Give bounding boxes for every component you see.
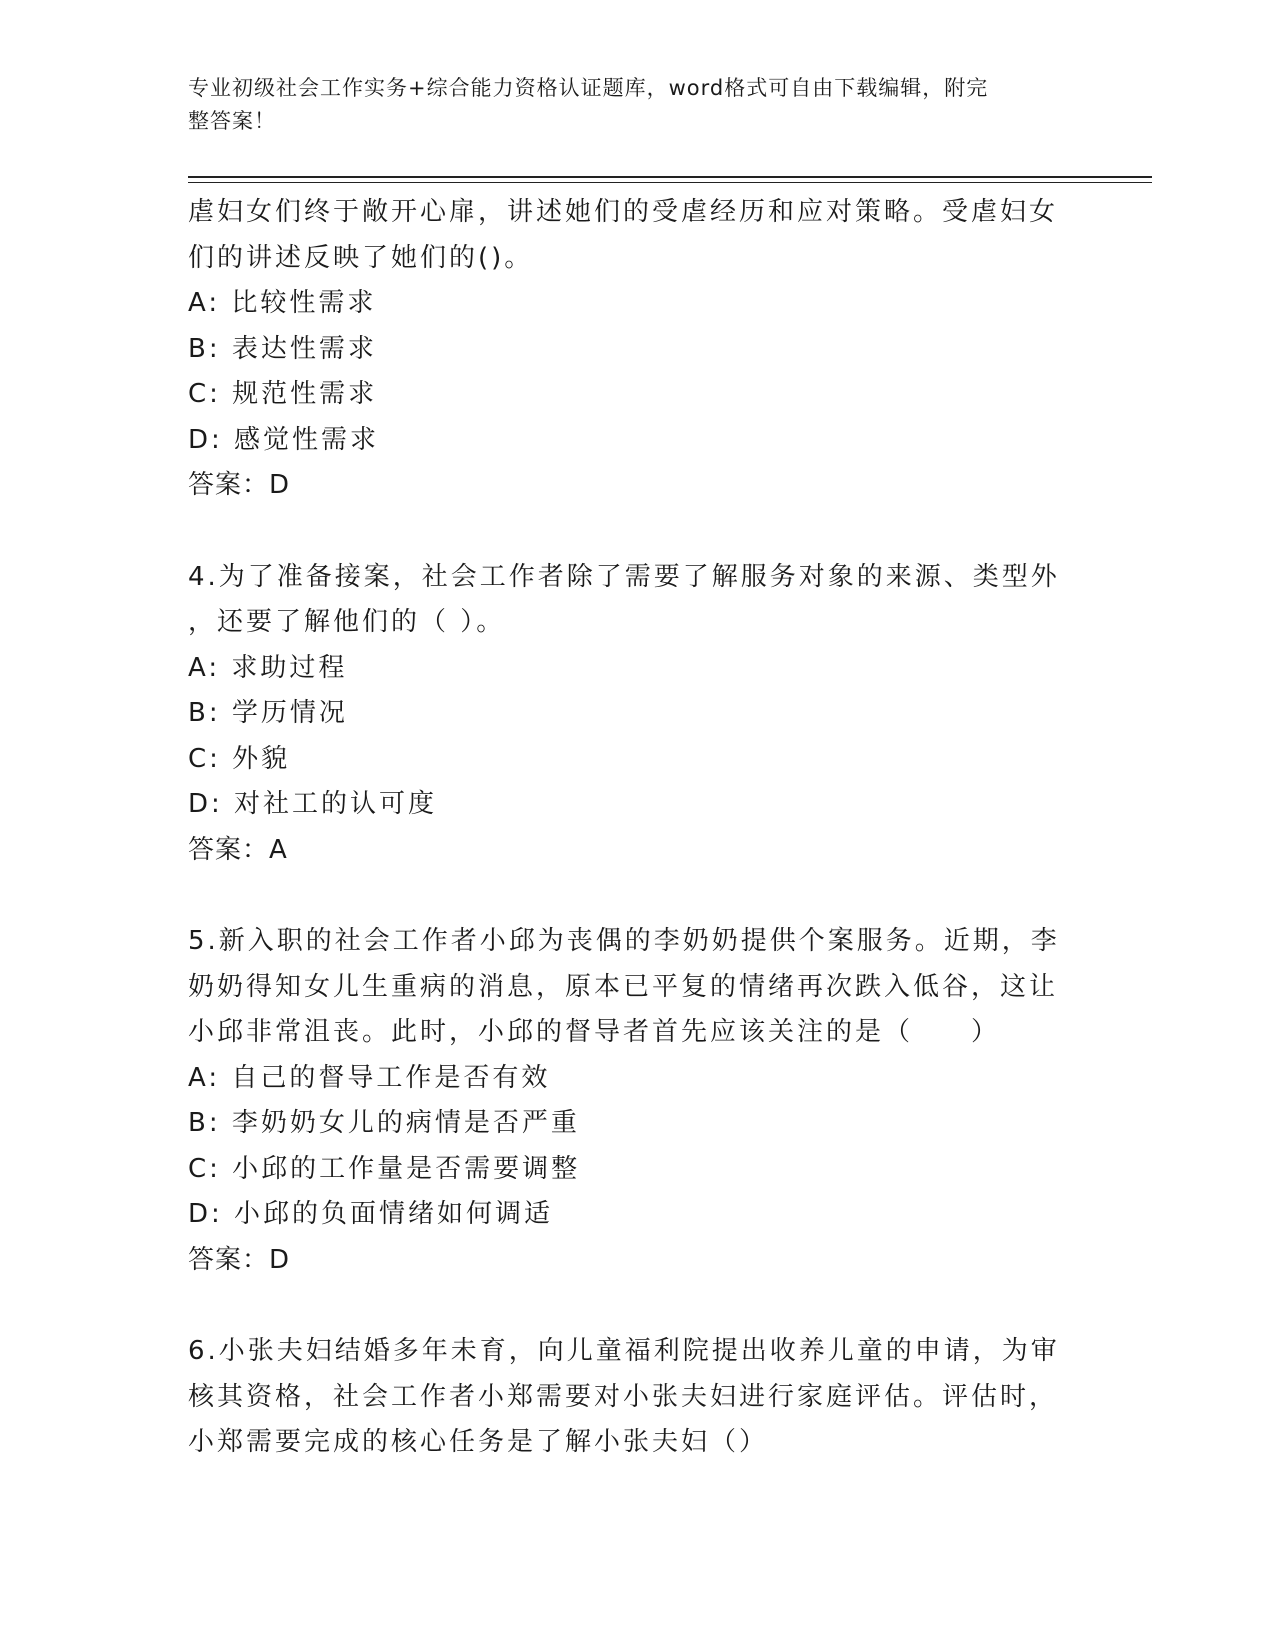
option-c: C: 小邱的工作量是否需要调整 <box>188 1153 581 1184</box>
question-6 <box>188 1329 1068 1466</box>
question-4 <box>188 555 1068 874</box>
question-list <box>188 190 1068 1466</box>
option-d: D: 对社工的认可度 <box>188 789 438 819</box>
question-5 <box>188 919 1068 1283</box>
question-text-line: 5.新入职的社会工作者小邱为丧偶的李奶奶提供个案服务。近期，李 <box>188 926 1060 956</box>
answer-label: 答案：A <box>188 834 288 865</box>
question-text-line: 们的讲述反映了她们的()。 <box>188 242 534 273</box>
question-text-line: 奶奶得知女儿生重病的消息，原本已平复的情绪再次跌入低谷，这让 <box>188 971 1059 1002</box>
option-d: D: 感觉性需求 <box>188 424 380 455</box>
document-header <box>188 72 1088 138</box>
question-text-line: 6.小张夫妇结婚多年未育，向儿童福利院提出收养儿童的申请，为审 <box>188 1336 1060 1366</box>
option-b: B: 表达性需求 <box>188 333 377 364</box>
answer-label: 答案：D <box>188 1244 291 1275</box>
spacer <box>188 1283 1068 1329</box>
option-d: D: 小邱的负面情绪如何调适 <box>188 1199 554 1229</box>
option-c: C: 规范性需求 <box>188 379 378 409</box>
option-a: A: 比较性需求 <box>188 288 377 318</box>
option-b: B: 李奶奶女儿的病情是否严重 <box>188 1108 580 1138</box>
option-a: A: 自己的督导工作是否有效 <box>188 1062 551 1093</box>
question-text-line: 核其资格，社会工作者小郑需要对小张夫妇进行家庭评估。评估时， <box>188 1381 1059 1412</box>
header-line-2: 整答案！ <box>188 109 276 133</box>
option-a: A: 求助过程 <box>188 652 348 683</box>
question-text-line: 小郑需要完成的核心任务是了解小张夫妇（） <box>188 1427 769 1457</box>
answer-label: 答案：D <box>188 470 291 500</box>
option-b: B: 学历情况 <box>188 698 348 728</box>
header-divider-thin <box>188 182 1152 183</box>
question-text-line: ，还要了解他们的（ ）。 <box>188 607 506 637</box>
question-text-line: 虐妇女们终于敞开心扉，讲述她们的受虐经历和应对策略。受虐妇女 <box>188 197 1059 227</box>
spacer <box>188 873 1068 919</box>
option-c: C: 外貌 <box>188 743 291 774</box>
question-text-line: 小邱非常沮丧。此时，小邱的督导者首先应该关注的是（ ） <box>188 1017 1001 1047</box>
header-divider-thick <box>188 176 1152 178</box>
header-line-1: 专业初级社会工作实务+综合能力资格认证题库，word格式可自由下载编辑，附完 <box>188 76 989 100</box>
question-text-line: 4.为了准备接案，社会工作者除了需要了解服务对象的来源、类型外 <box>188 561 1060 592</box>
spacer <box>188 509 1068 555</box>
question-3 <box>188 190 1068 509</box>
